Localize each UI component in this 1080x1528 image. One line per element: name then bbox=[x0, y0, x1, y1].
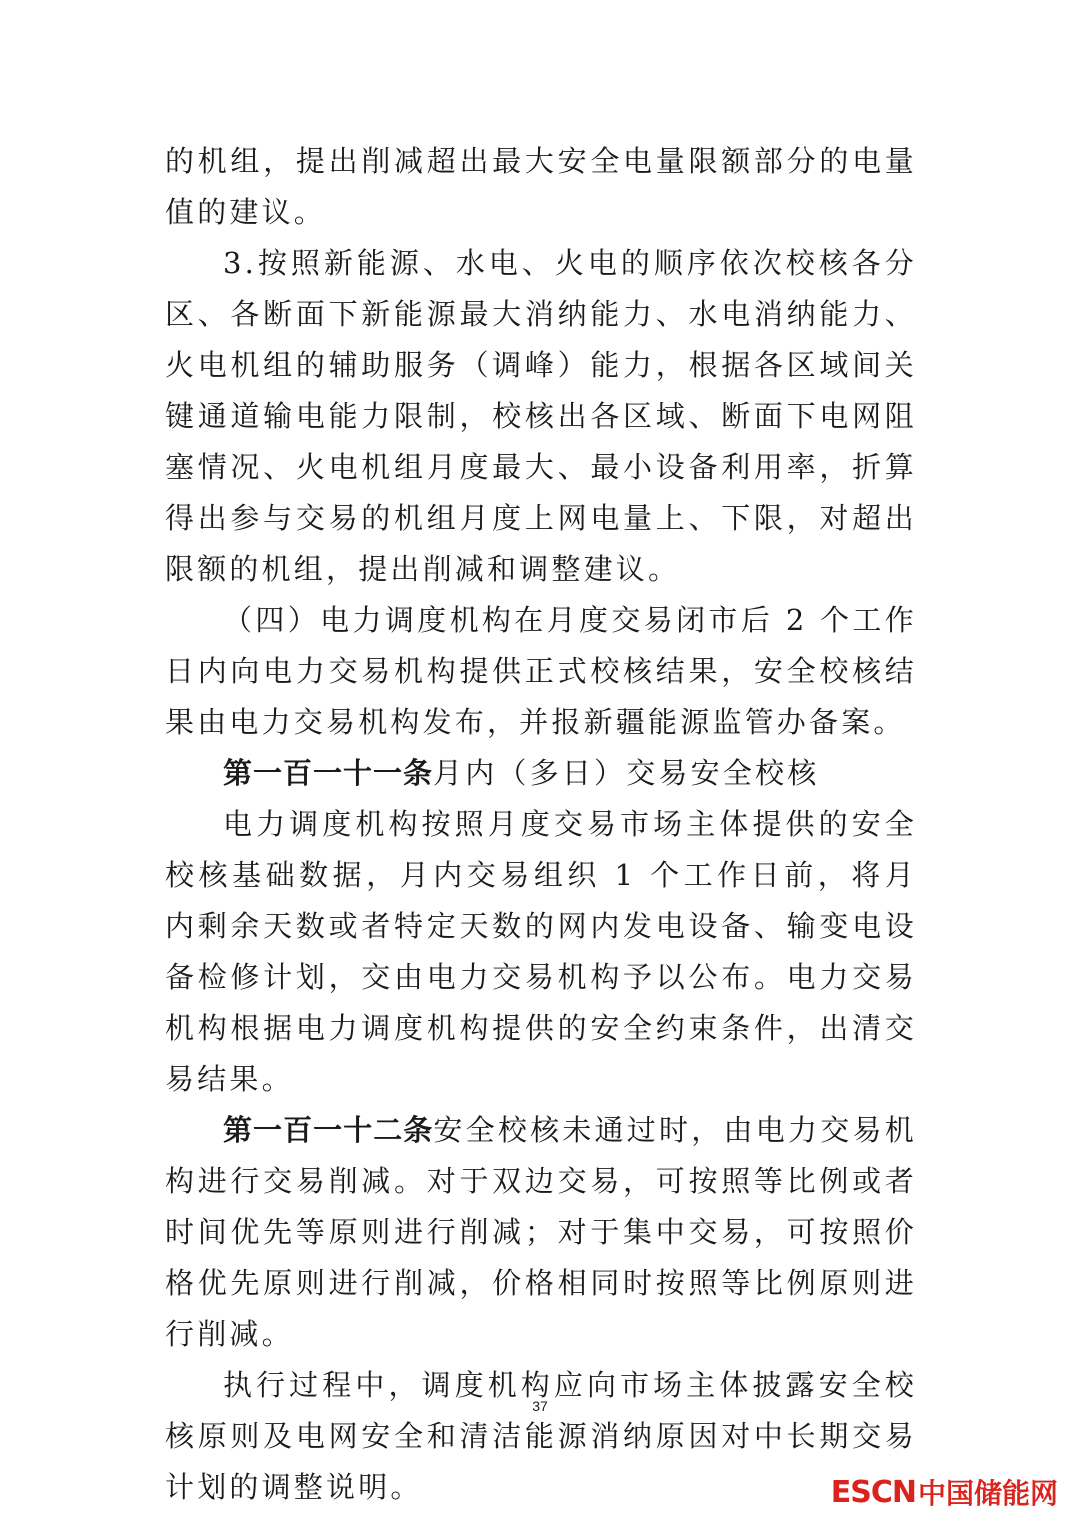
escn-watermark bbox=[831, 1472, 1058, 1512]
article-111-title: 月内（多日）交易安全校核 bbox=[433, 756, 820, 790]
article-112-body: 安全校核未通过时，由电力交易机构进行交易削减。对于双边交易，可按照等比例或者时间优先等原则进行削减；对于集中交易，可按照价格优先原则进行削减，价格相同时按照等比例原则进行削减。 bbox=[165, 1113, 917, 1351]
page-number: 37 bbox=[532, 1398, 548, 1414]
article-111-heading bbox=[165, 748, 917, 799]
document-body bbox=[165, 136, 917, 1513]
watermark-logo-latin: ESCN bbox=[830, 1474, 916, 1510]
article-112-number: 第一百一十二条 bbox=[223, 1113, 434, 1147]
watermark-logo-chinese: 中国储能网 bbox=[917, 1477, 1058, 1510]
paragraph-continuation: 的机组，提出削减超出最大安全电量限额部分的电量值的建议。 bbox=[165, 144, 917, 229]
paragraph-item-3: 3.按照新能源、水电、火电的顺序依次校核各分区、各断面下新能源最大消纳能力、水电消纳能力、火电机组的辅助服务（调峰）能力，根据各区域间关键通道输电能力限制，校核出各区域、断面下电网阻塞情况、火电机组月度最大、最小设备利用率，折算得出参与交易的机组月度上网电量上、下限，对超出限额的机组，提出削减和调整建议。 bbox=[165, 246, 917, 586]
article-111-body: 电力调度机构按照月度交易市场主体提供的安全校核基础数据，月内交易组织 1 个工作日前，将月内剩余天数或者特定天数的网内发电设备、输变电设备检修计划，交由电力交易机构予以公布。电力交易机构根据电力调度机构提供的安全约束条件，出清交易结果。 bbox=[165, 807, 917, 1096]
paragraph-disclosure: 执行过程中，调度机构应向市场主体披露安全校核原则及电网安全和清洁能源消纳原因对中长期交易计划的调整说明。 bbox=[165, 1368, 917, 1504]
article-111-number: 第一百一十一条 bbox=[223, 756, 434, 790]
article-112 bbox=[165, 1105, 917, 1360]
paragraph-item-4: （四）电力调度机构在月度交易闭市后 2 个工作日内向电力交易机构提供正式校核结果，安全校核结果由电力交易机构发布，并报新疆能源监管办备案。 bbox=[165, 603, 917, 739]
